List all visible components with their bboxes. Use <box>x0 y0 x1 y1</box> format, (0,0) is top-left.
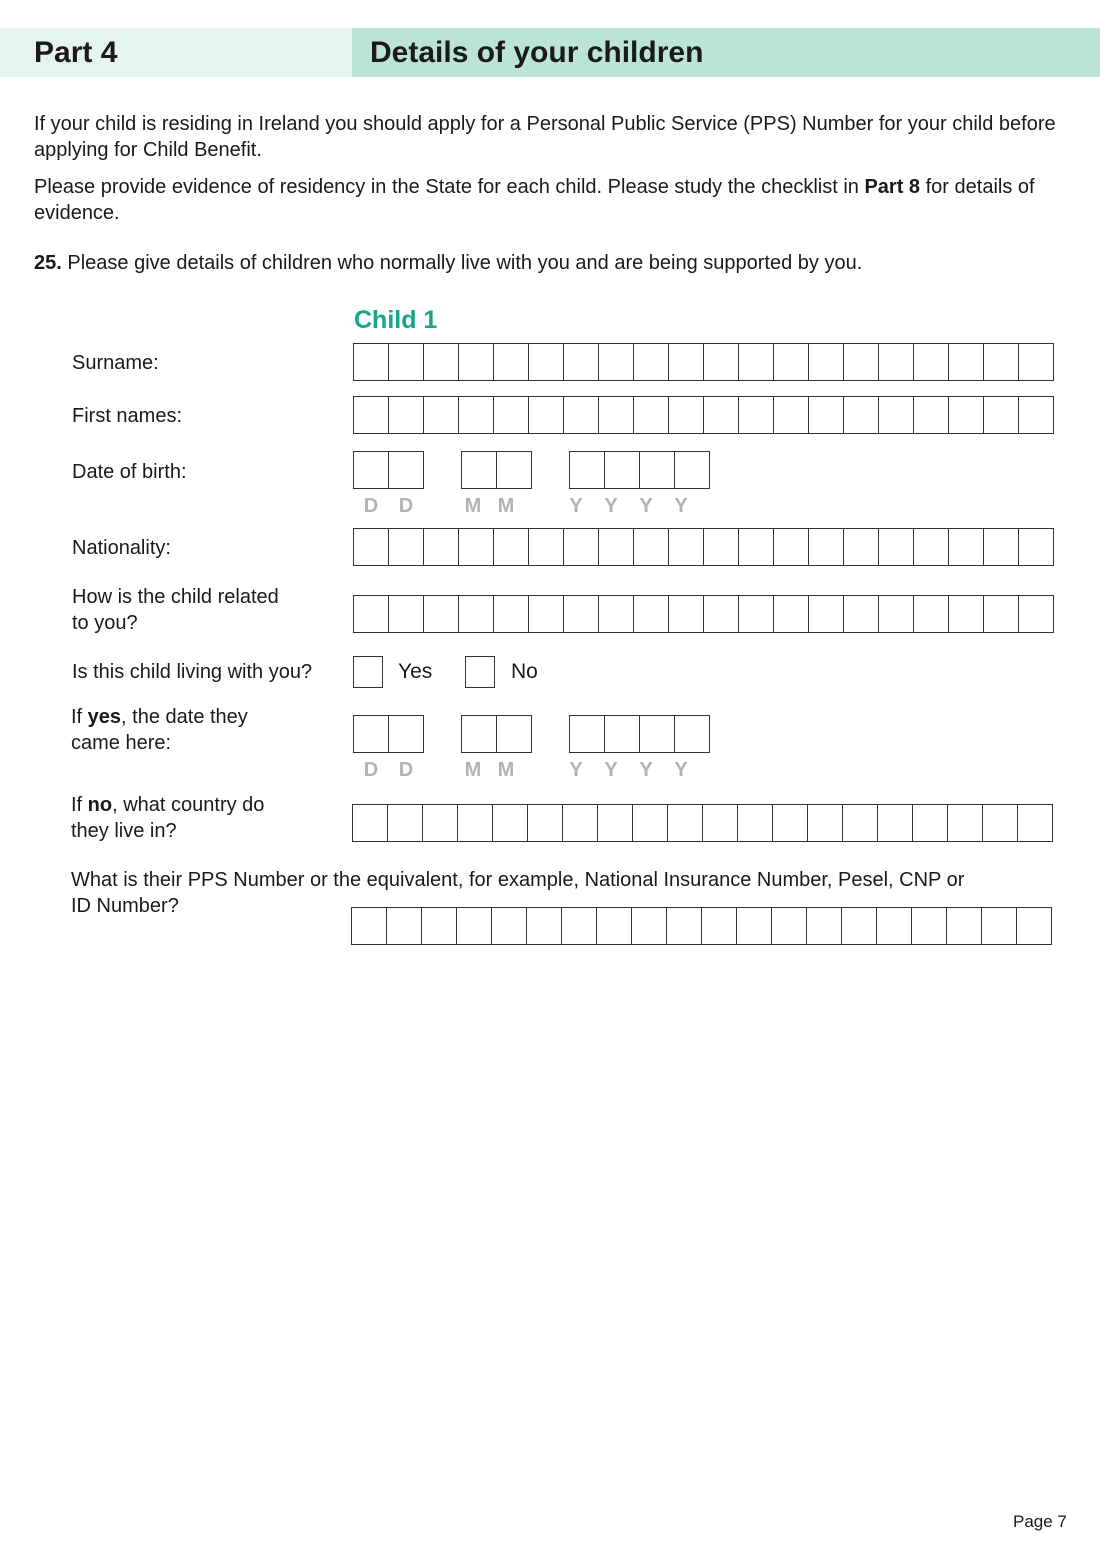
char-box[interactable] <box>388 595 424 633</box>
char-box[interactable] <box>458 396 494 434</box>
intro-paragraph-1: If your child is residing in Ireland you should apply for a Personal Public Service (PPS) Number for your child before applying for Child Benefit. <box>34 113 1056 161</box>
char-box[interactable] <box>913 396 949 434</box>
char-box[interactable] <box>701 907 737 945</box>
if-no-bold: no <box>87 794 113 816</box>
char-box[interactable] <box>598 396 634 434</box>
char-box[interactable] <box>493 343 529 381</box>
dob-month-input[interactable] <box>461 451 532 489</box>
relationship-input[interactable] <box>353 595 1054 633</box>
char-box[interactable] <box>351 907 387 945</box>
char-box[interactable] <box>736 907 772 945</box>
char-box[interactable] <box>352 804 388 842</box>
char-box[interactable] <box>353 396 389 434</box>
char-box[interactable] <box>674 715 710 753</box>
char-box[interactable] <box>703 528 739 566</box>
char-box[interactable] <box>388 396 424 434</box>
char-box[interactable] <box>422 804 458 842</box>
first-names-label: First names: <box>72 405 183 427</box>
arrival-month-input[interactable] <box>461 715 532 753</box>
section-title-band <box>352 28 1100 77</box>
dob-label: Date of birth: <box>72 461 187 483</box>
char-box[interactable] <box>596 907 632 945</box>
char-box[interactable] <box>668 528 704 566</box>
dob-year-input[interactable] <box>569 451 710 489</box>
char-box[interactable] <box>633 528 669 566</box>
char-box[interactable] <box>807 804 843 842</box>
char-box[interactable] <box>423 528 459 566</box>
char-box[interactable] <box>598 595 634 633</box>
char-box[interactable] <box>738 595 774 633</box>
char-box[interactable] <box>983 528 1019 566</box>
dob-d1: D <box>363 495 379 517</box>
nationality-input[interactable] <box>353 528 1054 566</box>
char-box[interactable] <box>526 907 562 945</box>
char-box[interactable] <box>493 595 529 633</box>
dob-m1: M <box>464 495 482 517</box>
char-box[interactable] <box>843 343 879 381</box>
living-yes-checkbox[interactable] <box>353 656 383 688</box>
arrival-y3: Y <box>639 759 653 781</box>
char-box[interactable] <box>639 451 675 489</box>
part-header-band <box>0 28 352 77</box>
char-box[interactable] <box>458 343 494 381</box>
char-box[interactable] <box>668 595 704 633</box>
char-box[interactable] <box>421 907 457 945</box>
dob-day-input[interactable] <box>353 451 424 489</box>
char-box[interactable] <box>1018 595 1054 633</box>
char-box[interactable] <box>387 804 423 842</box>
question-number: 25. <box>34 252 62 274</box>
dob-y2: Y <box>604 495 618 517</box>
char-box[interactable] <box>668 396 704 434</box>
char-box[interactable] <box>738 528 774 566</box>
char-box[interactable] <box>843 396 879 434</box>
child-title: Child 1 <box>354 306 438 334</box>
arrival-y2: Y <box>604 759 618 781</box>
char-box[interactable] <box>877 804 913 842</box>
char-box[interactable] <box>569 451 605 489</box>
char-box[interactable] <box>878 595 914 633</box>
char-box[interactable] <box>1018 343 1054 381</box>
char-box[interactable] <box>947 804 983 842</box>
arrival-day-input[interactable] <box>353 715 424 753</box>
char-box[interactable] <box>981 907 1017 945</box>
char-box[interactable] <box>703 595 739 633</box>
char-box[interactable] <box>528 343 564 381</box>
char-box[interactable] <box>668 343 704 381</box>
country-input[interactable] <box>352 804 1053 842</box>
char-box[interactable] <box>353 715 389 753</box>
char-box[interactable] <box>946 907 982 945</box>
char-box[interactable] <box>423 595 459 633</box>
char-box[interactable] <box>527 804 563 842</box>
char-box[interactable] <box>983 343 1019 381</box>
char-box[interactable] <box>913 528 949 566</box>
char-box[interactable] <box>703 396 739 434</box>
living-with-you-label: Is this child living with you? <box>72 661 313 683</box>
first-names-input[interactable] <box>353 396 1054 434</box>
surname-input[interactable] <box>353 343 1054 381</box>
char-box[interactable] <box>528 595 564 633</box>
char-box[interactable] <box>458 595 494 633</box>
char-box[interactable] <box>563 595 599 633</box>
char-box[interactable] <box>773 343 809 381</box>
char-box[interactable] <box>876 907 912 945</box>
if-no-pre: If <box>71 794 88 816</box>
char-box[interactable] <box>913 595 949 633</box>
if-no-line2: they live in? <box>71 820 177 842</box>
char-box[interactable] <box>496 451 532 489</box>
char-box[interactable] <box>771 907 807 945</box>
part-label: Part 4 <box>34 36 118 69</box>
char-box[interactable] <box>563 396 599 434</box>
char-box[interactable] <box>878 528 914 566</box>
if-yes-line1 <box>71 704 248 730</box>
if-yes-line2: came here: <box>71 732 172 754</box>
char-box[interactable] <box>639 715 675 753</box>
dob-y4: Y <box>674 495 688 517</box>
char-box[interactable] <box>806 907 842 945</box>
char-box[interactable] <box>878 343 914 381</box>
dob-y1: Y <box>569 495 583 517</box>
char-box[interactable] <box>983 396 1019 434</box>
char-box[interactable] <box>491 907 527 945</box>
arrival-year-input[interactable] <box>569 715 710 753</box>
char-box[interactable] <box>353 451 389 489</box>
char-box[interactable] <box>1018 528 1054 566</box>
char-box[interactable] <box>666 907 702 945</box>
question-text: Please give details of children who normally live with you and are being supported by you. <box>61 252 863 274</box>
char-box[interactable] <box>667 804 703 842</box>
char-box[interactable] <box>808 528 844 566</box>
char-box[interactable] <box>569 715 605 753</box>
char-box[interactable] <box>911 907 947 945</box>
char-box[interactable] <box>597 804 633 842</box>
char-box[interactable] <box>841 907 877 945</box>
char-box[interactable] <box>388 343 424 381</box>
char-box[interactable] <box>948 396 984 434</box>
relationship-label-line1: How is the child related <box>72 586 279 608</box>
char-box[interactable] <box>423 396 459 434</box>
char-box[interactable] <box>461 715 497 753</box>
char-box[interactable] <box>878 396 914 434</box>
char-box[interactable] <box>528 396 564 434</box>
char-box[interactable] <box>808 343 844 381</box>
char-box[interactable] <box>772 804 808 842</box>
living-no-checkbox[interactable] <box>465 656 495 688</box>
char-box[interactable] <box>631 907 667 945</box>
char-box[interactable] <box>598 343 634 381</box>
intro-text: Please provide evidence of residency in the State for each child. Please study the checklist in <box>34 176 865 198</box>
if-no-post: , what country do <box>112 794 265 816</box>
char-box[interactable] <box>773 396 809 434</box>
arrival-y1: Y <box>569 759 583 781</box>
char-box[interactable] <box>458 528 494 566</box>
living-no-label: No <box>511 660 538 683</box>
char-box[interactable] <box>562 804 598 842</box>
char-box[interactable] <box>674 451 710 489</box>
char-box[interactable] <box>388 451 424 489</box>
pps-label-line2: ID Number? <box>71 895 179 917</box>
if-yes-date-label <box>71 704 248 756</box>
char-box[interactable] <box>493 528 529 566</box>
part-8-reference: Part 8 <box>864 176 921 198</box>
char-box[interactable] <box>843 595 879 633</box>
if-yes-pre: If <box>71 706 88 728</box>
char-box[interactable] <box>738 343 774 381</box>
arrival-m1: M <box>464 759 482 781</box>
char-box[interactable] <box>563 343 599 381</box>
char-box[interactable] <box>493 396 529 434</box>
char-box[interactable] <box>386 907 422 945</box>
char-box[interactable] <box>604 715 640 753</box>
if-no-country-label <box>71 792 264 844</box>
intro-text-end: for details of evidence. <box>34 176 1035 224</box>
dob-m2: M <box>497 495 515 517</box>
char-box[interactable] <box>528 528 564 566</box>
dob-y3: Y <box>639 495 653 517</box>
char-box[interactable] <box>948 343 984 381</box>
char-box[interactable] <box>633 595 669 633</box>
char-box[interactable] <box>983 595 1019 633</box>
nationality-label: Nationality: <box>72 537 171 559</box>
char-box[interactable] <box>737 804 773 842</box>
char-box[interactable] <box>633 396 669 434</box>
char-box[interactable] <box>1017 804 1053 842</box>
char-box[interactable] <box>808 595 844 633</box>
if-yes-bold: yes <box>87 706 122 728</box>
char-box[interactable] <box>388 715 424 753</box>
section-title: Details of your children <box>370 36 704 69</box>
char-box[interactable] <box>457 804 493 842</box>
dob-d2: D <box>398 495 414 517</box>
char-box[interactable] <box>633 343 669 381</box>
char-box[interactable] <box>738 396 774 434</box>
intro-paragraph-2 <box>34 174 1064 226</box>
char-box[interactable] <box>496 715 532 753</box>
char-box[interactable] <box>1016 907 1052 945</box>
pps-label-line1: What is their PPS Number or the equivalent, for example, National Insurance Number, Pesel, CNP or <box>71 869 965 891</box>
relationship-label-line2: to you? <box>72 612 138 634</box>
question-25 <box>34 250 1064 276</box>
char-box[interactable] <box>808 396 844 434</box>
char-box[interactable] <box>561 907 597 945</box>
pps-number-input[interactable] <box>351 907 1052 945</box>
char-box[interactable] <box>598 528 634 566</box>
char-box[interactable] <box>353 528 389 566</box>
char-box[interactable] <box>842 804 878 842</box>
char-box[interactable] <box>912 804 948 842</box>
char-box[interactable] <box>456 907 492 945</box>
char-box[interactable] <box>353 343 389 381</box>
char-box[interactable] <box>703 343 739 381</box>
char-box[interactable] <box>632 804 668 842</box>
char-box[interactable] <box>388 528 424 566</box>
surname-label: Surname: <box>72 352 159 374</box>
page-number: Page 7 <box>1013 1512 1067 1531</box>
char-box[interactable] <box>563 528 599 566</box>
char-box[interactable] <box>423 343 459 381</box>
char-box[interactable] <box>948 595 984 633</box>
char-box[interactable] <box>492 804 528 842</box>
char-box[interactable] <box>773 528 809 566</box>
arrival-y4: Y <box>674 759 688 781</box>
char-box[interactable] <box>604 451 640 489</box>
arrival-d2: D <box>398 759 414 781</box>
relationship-label <box>72 584 279 636</box>
char-box[interactable] <box>1018 396 1054 434</box>
arrival-d1: D <box>363 759 379 781</box>
char-box[interactable] <box>843 528 879 566</box>
char-box[interactable] <box>702 804 738 842</box>
char-box[interactable] <box>773 595 809 633</box>
if-yes-post: , the date they <box>121 706 248 728</box>
char-box[interactable] <box>461 451 497 489</box>
char-box[interactable] <box>913 343 949 381</box>
char-box[interactable] <box>982 804 1018 842</box>
arrival-m2: M <box>497 759 515 781</box>
char-box[interactable] <box>948 528 984 566</box>
living-yes-label: Yes <box>398 660 433 683</box>
if-no-line1 <box>71 792 264 818</box>
char-box[interactable] <box>353 595 389 633</box>
